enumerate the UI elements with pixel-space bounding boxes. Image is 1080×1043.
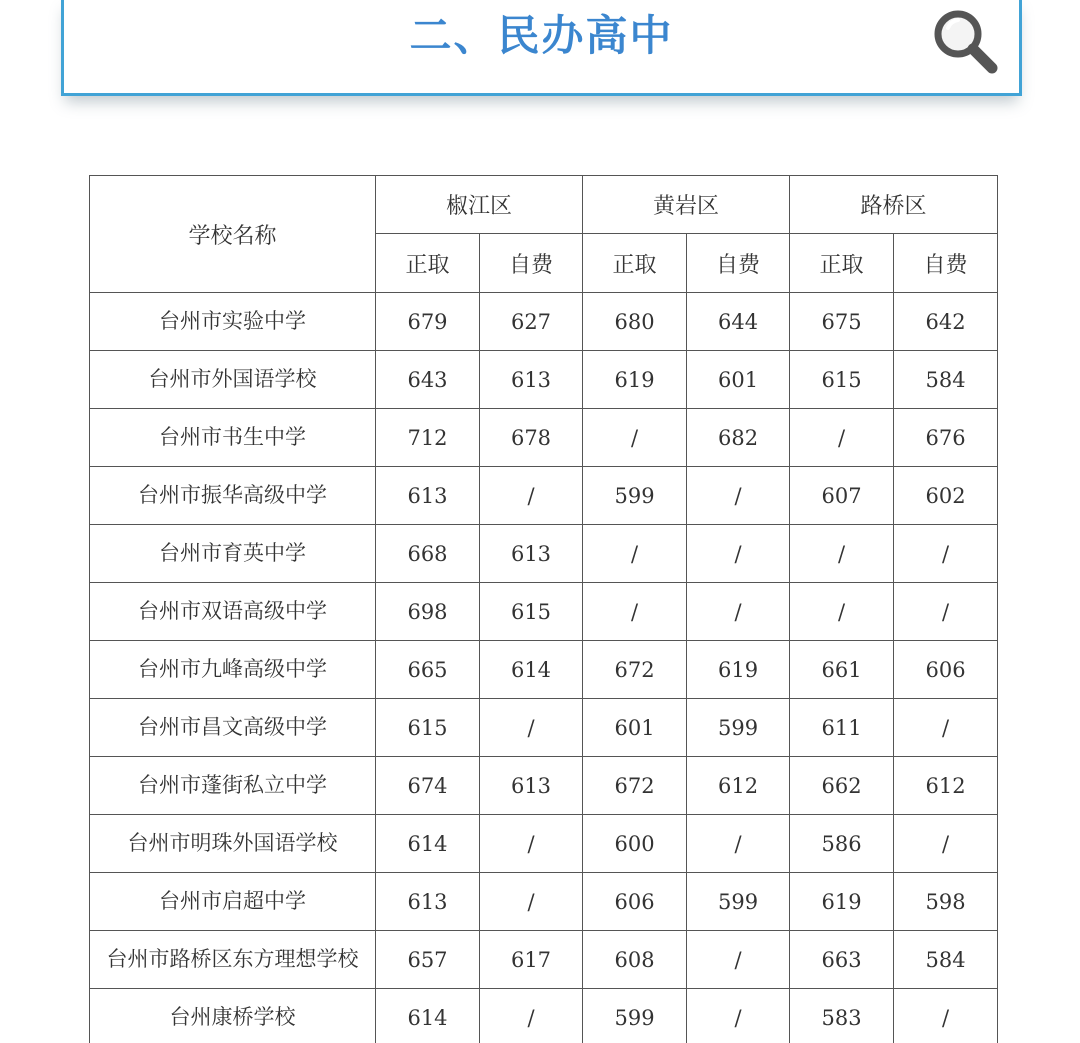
table-row bbox=[90, 293, 998, 351]
section-title: 二、民办高中 bbox=[409, 11, 674, 60]
score-cell: 614 bbox=[480, 641, 583, 699]
score-cell: 672 bbox=[583, 641, 687, 699]
search-icon[interactable] bbox=[930, 6, 1000, 76]
score-cell: 613 bbox=[376, 873, 480, 931]
score-cell: 675 bbox=[790, 293, 894, 351]
score-cell: 614 bbox=[376, 989, 480, 1043]
score-cell: / bbox=[790, 525, 894, 583]
score-cell: 583 bbox=[790, 989, 894, 1043]
score-cell: 619 bbox=[687, 641, 790, 699]
school-name-cell: 台州康桥学校 bbox=[90, 989, 376, 1043]
table-body bbox=[90, 293, 998, 1043]
score-cell: 676 bbox=[894, 409, 998, 467]
table-row bbox=[90, 409, 998, 467]
sub-header: 自费 bbox=[894, 234, 998, 293]
sub-header: 正取 bbox=[376, 234, 480, 293]
score-cell: 617 bbox=[480, 931, 583, 989]
school-name-cell: 台州市明珠外国语学校 bbox=[90, 815, 376, 873]
score-cell: 668 bbox=[376, 525, 480, 583]
score-cell: 601 bbox=[583, 699, 687, 757]
score-cell: 599 bbox=[687, 873, 790, 931]
score-cell: / bbox=[687, 467, 790, 525]
school-name-cell: 台州市育英中学 bbox=[90, 525, 376, 583]
score-cell: 612 bbox=[687, 757, 790, 815]
table-row bbox=[90, 989, 998, 1043]
score-cell: 662 bbox=[790, 757, 894, 815]
score-cell: / bbox=[480, 467, 583, 525]
score-cell: / bbox=[687, 815, 790, 873]
score-cell: 601 bbox=[687, 351, 790, 409]
score-cell: 679 bbox=[376, 293, 480, 351]
score-cell: / bbox=[790, 583, 894, 641]
score-cell: / bbox=[480, 699, 583, 757]
score-cell: 672 bbox=[583, 757, 687, 815]
score-cell: 608 bbox=[583, 931, 687, 989]
school-name-cell: 台州市实验中学 bbox=[90, 293, 376, 351]
score-cell: 627 bbox=[480, 293, 583, 351]
score-cell: 600 bbox=[583, 815, 687, 873]
section-header bbox=[61, 0, 1022, 96]
score-cell: 611 bbox=[790, 699, 894, 757]
table-row bbox=[90, 351, 998, 409]
score-cell: 698 bbox=[376, 583, 480, 641]
score-cell: 598 bbox=[894, 873, 998, 931]
table-row bbox=[90, 467, 998, 525]
school-name-cell: 台州市书生中学 bbox=[90, 409, 376, 467]
school-name-cell: 台州市路桥区东方理想学校 bbox=[90, 931, 376, 989]
table-row bbox=[90, 583, 998, 641]
score-cell: / bbox=[687, 525, 790, 583]
score-cell: 657 bbox=[376, 931, 480, 989]
score-cell: / bbox=[480, 873, 583, 931]
score-cell: / bbox=[894, 525, 998, 583]
score-cell: 606 bbox=[583, 873, 687, 931]
score-table bbox=[89, 175, 998, 1043]
score-cell: / bbox=[894, 815, 998, 873]
sub-header: 正取 bbox=[790, 234, 894, 293]
school-name-cell: 台州市昌文高级中学 bbox=[90, 699, 376, 757]
score-cell: 584 bbox=[894, 931, 998, 989]
school-name-cell: 台州市外国语学校 bbox=[90, 351, 376, 409]
score-cell: 615 bbox=[376, 699, 480, 757]
score-cell: / bbox=[894, 989, 998, 1043]
table-row bbox=[90, 699, 998, 757]
score-cell: 712 bbox=[376, 409, 480, 467]
score-cell: 615 bbox=[790, 351, 894, 409]
score-cell: / bbox=[894, 699, 998, 757]
table-row bbox=[90, 757, 998, 815]
sub-header: 自费 bbox=[480, 234, 583, 293]
score-cell: / bbox=[687, 583, 790, 641]
table-row bbox=[90, 815, 998, 873]
score-cell: 619 bbox=[583, 351, 687, 409]
score-cell: 643 bbox=[376, 351, 480, 409]
school-name-cell: 台州市九峰高级中学 bbox=[90, 641, 376, 699]
score-cell: 614 bbox=[376, 815, 480, 873]
table-row bbox=[90, 931, 998, 989]
score-cell: 665 bbox=[376, 641, 480, 699]
district-header: 椒江区 bbox=[376, 176, 583, 234]
score-cell: 661 bbox=[790, 641, 894, 699]
district-header: 黄岩区 bbox=[583, 176, 790, 234]
score-cell: 599 bbox=[687, 699, 790, 757]
school-name-cell: 台州市启超中学 bbox=[90, 873, 376, 931]
score-cell: / bbox=[583, 583, 687, 641]
score-cell: / bbox=[480, 815, 583, 873]
table-row bbox=[90, 641, 998, 699]
school-name-header: 学校名称 bbox=[90, 176, 376, 293]
score-cell: 682 bbox=[687, 409, 790, 467]
school-name-cell: 台州市双语高级中学 bbox=[90, 583, 376, 641]
score-cell: 613 bbox=[480, 757, 583, 815]
score-cell: 674 bbox=[376, 757, 480, 815]
score-cell: 680 bbox=[583, 293, 687, 351]
score-cell: 613 bbox=[376, 467, 480, 525]
score-cell: 599 bbox=[583, 467, 687, 525]
school-name-cell: 台州市振华高级中学 bbox=[90, 467, 376, 525]
table-row bbox=[90, 525, 998, 583]
score-cell: 584 bbox=[894, 351, 998, 409]
score-cell: 613 bbox=[480, 525, 583, 583]
table-row bbox=[90, 873, 998, 931]
score-cell: 615 bbox=[480, 583, 583, 641]
score-cell: 606 bbox=[894, 641, 998, 699]
score-cell: / bbox=[790, 409, 894, 467]
score-cell: 619 bbox=[790, 873, 894, 931]
score-cell: 663 bbox=[790, 931, 894, 989]
score-cell: 644 bbox=[687, 293, 790, 351]
sub-header: 正取 bbox=[583, 234, 687, 293]
score-cell: / bbox=[894, 583, 998, 641]
score-cell: 612 bbox=[894, 757, 998, 815]
sub-header: 自费 bbox=[687, 234, 790, 293]
score-cell: 642 bbox=[894, 293, 998, 351]
school-name-cell: 台州市蓬街私立中学 bbox=[90, 757, 376, 815]
score-cell: 599 bbox=[583, 989, 687, 1043]
score-cell: / bbox=[687, 931, 790, 989]
score-cell: / bbox=[687, 989, 790, 1043]
score-cell: 678 bbox=[480, 409, 583, 467]
score-cell: / bbox=[480, 989, 583, 1043]
score-cell: 613 bbox=[480, 351, 583, 409]
district-header: 路桥区 bbox=[790, 176, 998, 234]
score-cell: 607 bbox=[790, 467, 894, 525]
score-cell: 602 bbox=[894, 467, 998, 525]
score-cell: / bbox=[583, 525, 687, 583]
score-cell: / bbox=[583, 409, 687, 467]
score-cell: 586 bbox=[790, 815, 894, 873]
score-table-container bbox=[89, 175, 997, 1043]
